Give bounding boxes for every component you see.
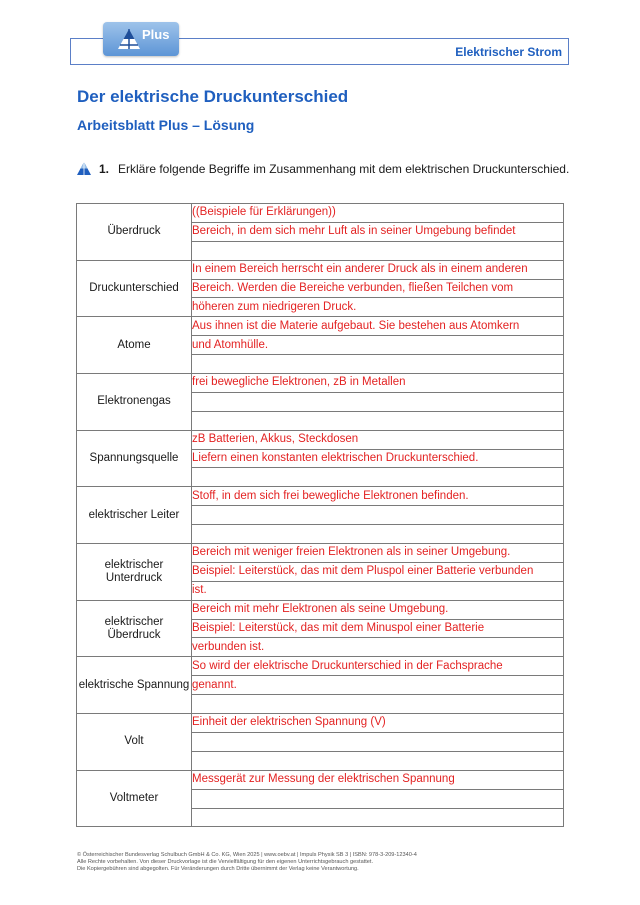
answer-line [192,789,564,808]
answer-line: Bereich mit weniger freien Elektronen als in seiner Umgebung. [192,544,564,563]
answer-line: Messgerät zur Messung der elektrischen Spannung [192,770,564,789]
term-cell: Überdruck [77,204,192,261]
answer-line [192,732,564,751]
answer-line: genannt. [192,676,564,695]
page-subtitle: Arbeitsblatt Plus – Lösung [77,117,255,133]
table-row [77,600,564,619]
answer-line: ((Beispiele für Erklärungen)) [192,204,564,223]
answer-line [192,751,564,770]
table-row [77,544,564,563]
table-row [77,204,564,223]
table-row [77,487,564,506]
footer-line: © Österreichischer Bundesverlag Schulbuch GmbH & Co. KG, Wien 2025 | www.oebv.at | Impuls Physik SB 3 | ISBN: 978-3-209-12340-4 [77,852,417,858]
answer-line: Beispiel: Leiterstück, das mit dem Pluspol einer Batterie verbunden [192,562,564,581]
term-cell: Atome [77,317,192,374]
answer-line [192,241,564,260]
answer-line [192,808,564,827]
answer-line: ist. [192,581,564,600]
table-row [77,770,564,789]
term-cell: elektrischer Unterdruck [77,544,192,601]
task-number: 1. [99,162,110,176]
answer-line [192,695,564,714]
pyramid-icon [77,162,91,175]
answer-line: So wird der elektrische Druckunterschied in der Fachsprache [192,657,564,676]
answer-line: Aus ihnen ist die Materie aufgebaut. Sie bestehen aus Atomkern [192,317,564,336]
task-text: Erkläre folgende Begriffe im Zusammenhang mit dem elektrischen Druckunterschied. [118,162,570,176]
answer-line: frei bewegliche Elektronen, zB in Metallen [192,374,564,393]
table-row [77,374,564,393]
answer-line: Bereich, in dem sich mehr Luft als in seiner Umgebung befindet [192,222,564,241]
answer-line [192,355,564,374]
footer-line: Die Kopiergebühren sind abgegolten. Für Veränderungen durch Dritte übernimmt der Verlag keine Verantwortung. [77,866,359,872]
answer-line: In einem Bereich herrscht ein anderer Druck als in einem anderen [192,260,564,279]
table-row [77,430,564,449]
table-row [77,317,564,336]
answer-line: Beispiel: Leiterstück, das mit dem Minuspol einer Batterie [192,619,564,638]
answer-line [192,411,564,430]
answer-line: höheren zum niedrigeren Druck. [192,298,564,317]
table-row [77,657,564,676]
copyright-footer [77,852,567,873]
answer-line: Bereich mit mehr Elektronen als seine Umgebung. [192,600,564,619]
answer-line [192,468,564,487]
footer-line: Alle Rechte vorbehalten. Von dieser Druckvorlage ist die Vervielfältigung für den eigenen Unterrichtsgebrauch gestattet. [77,859,374,865]
table-row [77,260,564,279]
term-cell: elektrische Spannung [77,657,192,714]
answer-line: Liefern einen konstanten elektrischen Druckunterschied. [192,449,564,468]
term-cell: Volt [77,714,192,771]
table-row [77,714,564,733]
term-cell: Druckunterschied [77,260,192,317]
answer-line: Stoff, in dem sich frei bewegliche Elektronen befinden. [192,487,564,506]
answer-line [192,392,564,411]
answer-line [192,525,564,544]
term-cell: elektrischer Leiter [77,487,192,544]
page-title: Der elektrische Druckunterschied [77,87,349,106]
term-cell: Elektronengas [77,374,192,431]
plus-logo [103,22,179,56]
worksheet-table [76,203,564,827]
term-cell: Voltmeter [77,770,192,827]
task-instruction [77,161,577,179]
answer-line: und Atomhülle. [192,336,564,355]
answer-line: Einheit der elektrischen Spannung (V) [192,714,564,733]
topic-title: Elektrischer Strom [455,45,562,59]
answer-line: Bereich. Werden die Bereiche verbunden, fließen Teilchen vom [192,279,564,298]
answer-line [192,506,564,525]
term-cell: Spannungsquelle [77,430,192,487]
answer-line: verbunden ist. [192,638,564,657]
logo-text: Plus [142,27,170,42]
pyramid-icon [117,28,141,50]
answer-line: zB Batterien, Akkus, Steckdosen [192,430,564,449]
term-cell: elektrischer Überdruck [77,600,192,657]
